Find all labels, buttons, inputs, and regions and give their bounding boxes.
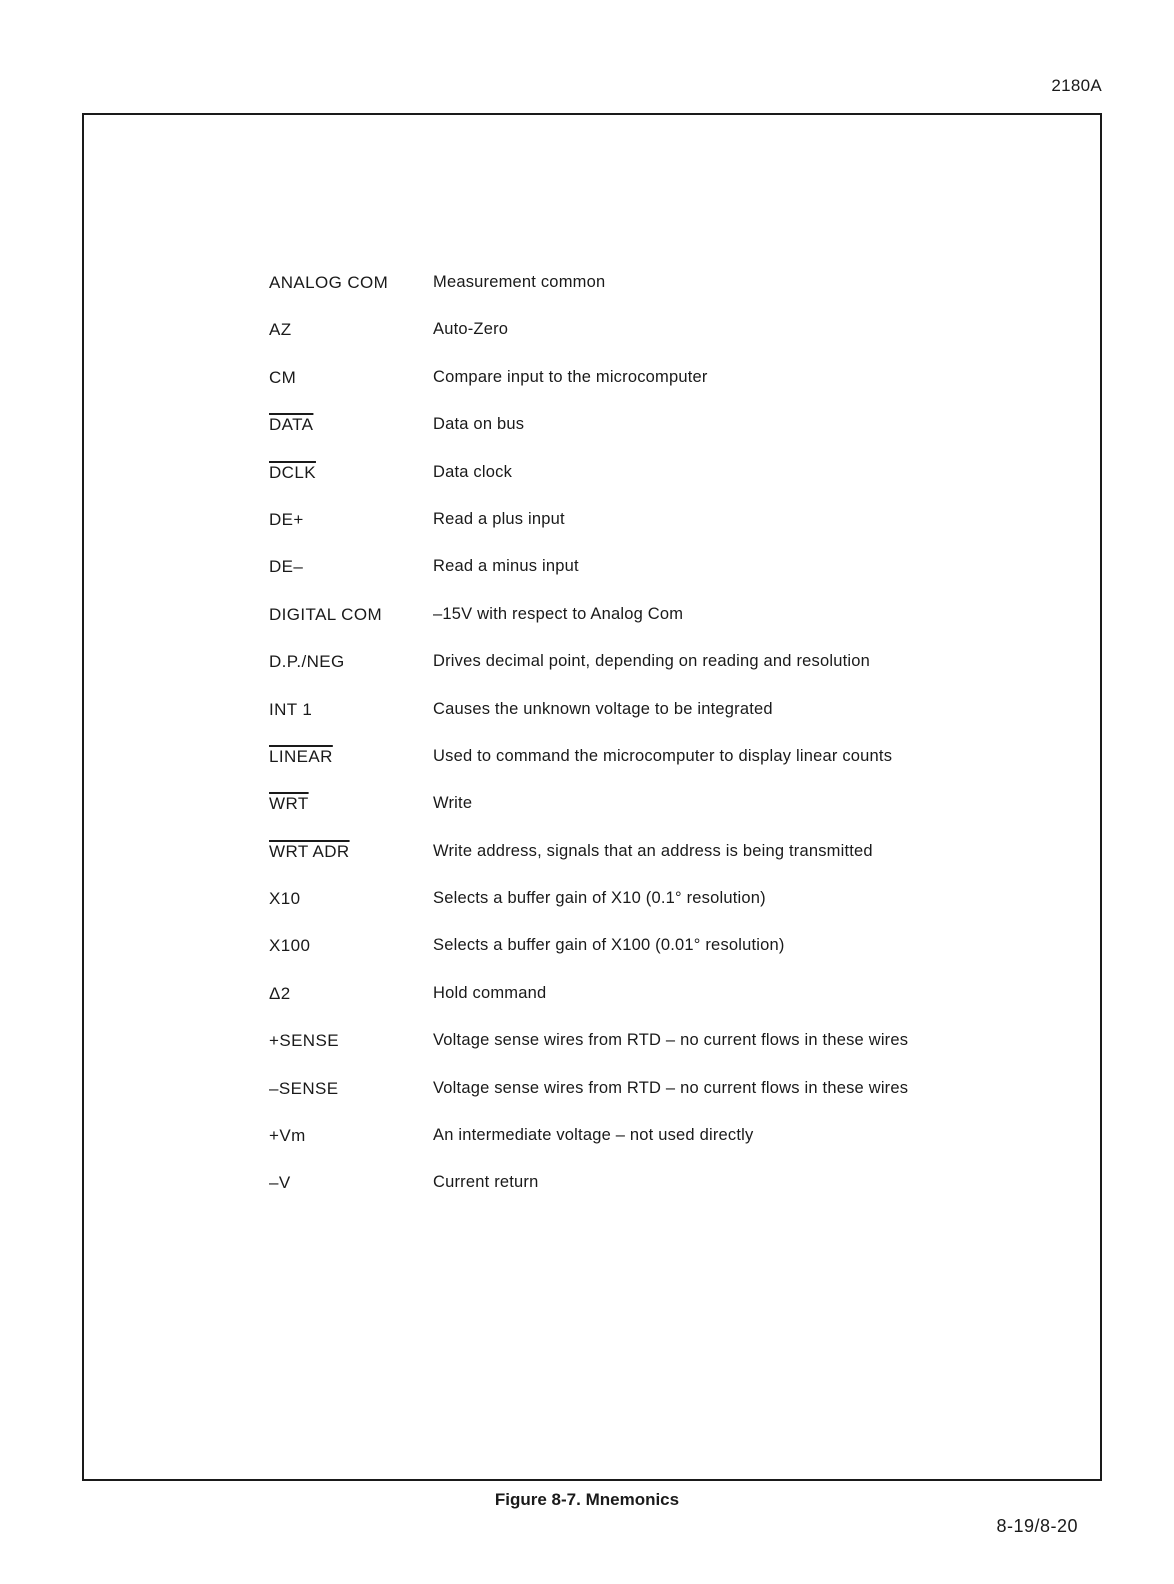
mnemonic-row bbox=[269, 605, 1029, 652]
mnemonic-description: Auto-Zero bbox=[433, 320, 509, 339]
mnemonic-description: Read a minus input bbox=[433, 557, 579, 576]
mnemonic-row bbox=[269, 510, 1029, 557]
mnemonic-description: An intermediate voltage – not used directly bbox=[433, 1126, 754, 1145]
mnemonic-description: Read a plus input bbox=[433, 509, 565, 528]
mnemonic-term: DE+ bbox=[269, 509, 304, 529]
mnemonic-term: LINEAR bbox=[269, 746, 333, 766]
mnemonic-term: X10 bbox=[269, 889, 301, 909]
mnemonic-term: INT 1 bbox=[269, 699, 313, 719]
mnemonic-description: Write bbox=[433, 794, 473, 813]
mnemonic-term: Δ2 bbox=[269, 983, 291, 1003]
mnemonic-description: Measurement common bbox=[433, 273, 606, 291]
figure-frame bbox=[82, 113, 1102, 1481]
mnemonic-row bbox=[269, 368, 1029, 415]
figure-caption: Figure 8-7. Mnemonics bbox=[494, 1490, 680, 1509]
mnemonic-term: $\overline{WRT}$ bbox=[269, 794, 309, 814]
mnemonic-row bbox=[269, 1031, 1029, 1078]
mnemonic-term: +SENSE bbox=[269, 1031, 339, 1051]
mnemonic-description: Compare input to the microcomputer bbox=[433, 367, 708, 386]
mnemonic-term: DE– bbox=[269, 557, 304, 577]
mnemonic-term: CM bbox=[269, 367, 297, 387]
mnemonic-description: Voltage sense wires from RTD – no current flows in these wires bbox=[433, 1078, 909, 1097]
mnemonic-term: DCLK bbox=[269, 462, 316, 482]
mnemonic-list bbox=[269, 273, 1029, 1221]
mnemonic-description: Data clock bbox=[433, 462, 513, 481]
mnemonic-term: WRT ADR bbox=[269, 841, 350, 861]
mnemonic-description: Voltage sense wires from RTD – no current flows in these wires bbox=[433, 1031, 909, 1050]
mnemonic-row bbox=[269, 984, 1029, 1031]
mnemonic-row bbox=[269, 463, 1029, 510]
mnemonic-description: Causes the unknown voltage to be integrated bbox=[433, 699, 773, 718]
mnemonic-description: Drives decimal point, depending on reading and resolution bbox=[433, 652, 871, 671]
mnemonic-row bbox=[269, 842, 1029, 889]
mnemonic-row bbox=[269, 1126, 1029, 1173]
mnemonic-term: DIGITAL COM bbox=[269, 604, 383, 624]
mnemonic-row bbox=[269, 415, 1029, 462]
mnemonic-description: Hold command bbox=[433, 983, 547, 1002]
mnemonic-term: DATA bbox=[269, 415, 314, 435]
mnemonic-term: ANALOG COM bbox=[269, 273, 389, 292]
mnemonic-description: Data on bus bbox=[433, 415, 525, 434]
mnemonic-term: X100 bbox=[269, 936, 311, 956]
mnemonic-row bbox=[269, 747, 1029, 794]
mnemonic-term: –V bbox=[269, 1173, 291, 1193]
mnemonic-row bbox=[269, 1173, 1029, 1220]
mnemonic-description: –15V with respect to Analog Com bbox=[433, 604, 684, 623]
mnemonic-row bbox=[269, 889, 1029, 936]
mnemonic-term: D.P./NEG bbox=[269, 652, 345, 672]
mnemonic-row bbox=[269, 700, 1029, 747]
mnemonic-description: Current return bbox=[433, 1173, 539, 1192]
mnemonic-term: AZ bbox=[269, 320, 292, 340]
mnemonic-term: +Vm bbox=[269, 1126, 306, 1146]
mnemonic-description: Selects a buffer gain of X100 (0.01° resolution) bbox=[433, 936, 785, 955]
mnemonic-term: –SENSE bbox=[269, 1078, 339, 1098]
mnemonic-row bbox=[269, 652, 1029, 699]
mnemonic-row bbox=[269, 320, 1029, 367]
mnemonic-description: Selects a buffer gain of X10 (0.1° resolution) bbox=[433, 889, 766, 908]
mnemonic-row bbox=[269, 1079, 1029, 1126]
mnemonic-row bbox=[269, 794, 1029, 841]
page-number: 8-19/8-20 bbox=[996, 1516, 1078, 1536]
mnemonic-description: Used to command the microcomputer to display linear counts bbox=[433, 746, 893, 765]
mnemonic-row bbox=[269, 936, 1029, 983]
document-number: 2180A bbox=[1051, 76, 1102, 95]
mnemonic-description: Write address, signals that an address is being transmitted bbox=[433, 841, 873, 860]
mnemonic-row bbox=[269, 557, 1029, 604]
mnemonic-row bbox=[269, 273, 1029, 320]
